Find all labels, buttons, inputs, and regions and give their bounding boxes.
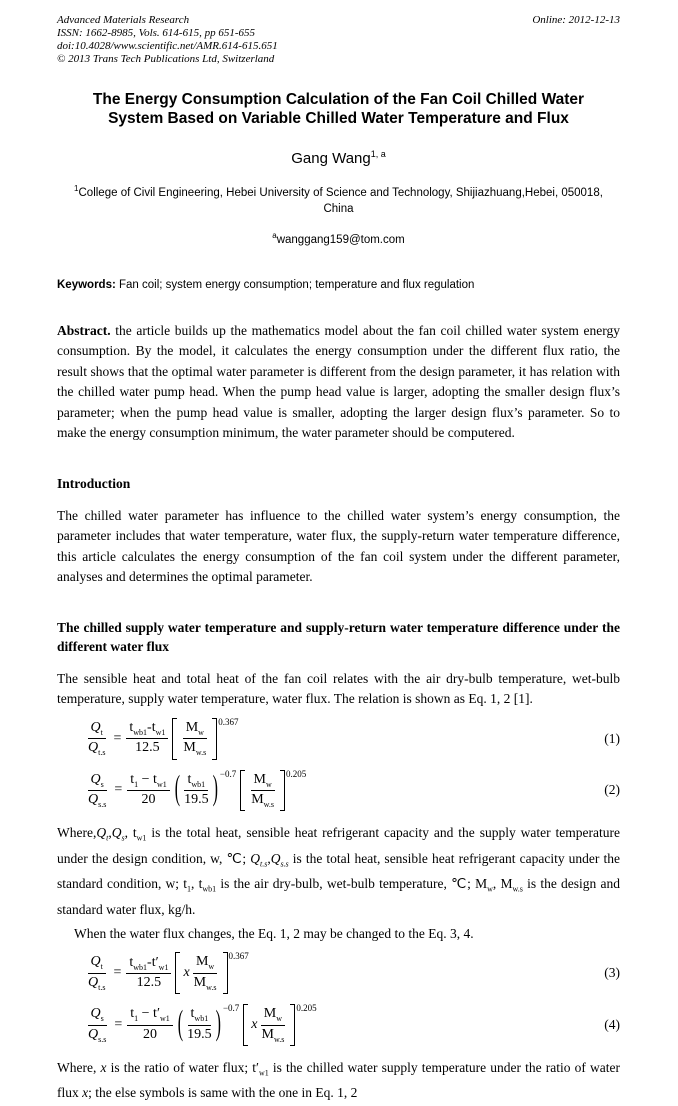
right-paren: ): [212, 770, 218, 809]
equation-1-number: (1): [604, 730, 620, 746]
equals-sign: =: [114, 1017, 123, 1033]
equation-2: [57, 770, 620, 812]
section2-paragraph: The sensible heat and total heat of the fan coil relates with the air dry-bulb temperature, wet-bulb temperature, supply water temperature, water flux. The relation is shown as Eq. 1, 2 [1].: [57, 670, 620, 707]
copyright-line: © 2013 Trans Tech Publications Ltd, Switzerland: [57, 52, 275, 65]
eq2-temp-fraction: $\frac{t_1 - t_{w1}}{20}$: [127, 772, 169, 809]
equation-2-body: [85, 770, 306, 812]
doi-line: doi:10.4028/www.scientific.net/AMR.614-615.651: [57, 39, 278, 52]
eq3-temp-fraction: $\frac{t_{wb1}-t'_{w1}}{12.5}$: [126, 955, 171, 992]
eq1-bracket-term: $\frac{M_w}{M_{w.s}}$: [172, 718, 217, 760]
equals-sign: =: [113, 965, 122, 981]
keywords-text: Fan coil; system energy consumption; temperature and flux regulation: [115, 278, 475, 291]
eq4-paren-term: ( $\frac{t_{wb1}}{19.5}$ ): [177, 1006, 222, 1043]
equation-4-body: [85, 1004, 317, 1046]
eq4-temp-fraction: $\frac{t_1 - t'_{w1}}{20}$: [127, 1006, 173, 1043]
equation-4-number: (4): [604, 1017, 620, 1033]
keywords-label: Keywords:: [57, 278, 116, 291]
equals-sign: =: [113, 730, 122, 746]
author-superscript: 1, a: [370, 148, 386, 159]
author-name: Gang Wang: [291, 149, 371, 167]
introduction-heading: Introduction: [57, 476, 131, 491]
eq1-temp-fraction: $\frac{t_{wb1}-t_{w1}}{12.5}$: [126, 720, 168, 757]
equation-1: [57, 718, 620, 760]
eq1-lhs-fraction: $\frac{Q_t}{Q_{t.s}}$: [88, 719, 106, 757]
eq1-exponent: 0.367: [218, 716, 239, 727]
equation-4: [57, 1004, 620, 1046]
author-line: [57, 149, 620, 167]
journal-name: Advanced Materials Research: [57, 14, 190, 26]
online-date: Online: 2012-12-13: [532, 14, 620, 26]
flux-ratio-x: x: [251, 1017, 258, 1033]
equation-1-body: [85, 718, 238, 760]
affiliation: $^1$College of Civil Engineering, Hebei University of Science and Technology, Shijiazhuang,Hebei, 050018, China: [74, 183, 603, 216]
abstract-text: the article builds up the mathematics model about the fan coil chilled water system energy consumption. By the model, it calculates the energy consumption under the different flux ratio, the result shows that the optimal water parameter is different from the design parameter, it has relation with the chilled water pump head. When the pump head value is larger, adopting the smaller design flux’s parameter; when the pump head value is smaller, adopting the larger design flux’s parameter. So to make the energy consumption minimum, the water parameter should be computered.: [57, 322, 620, 441]
abstract-paragraph: [57, 321, 620, 444]
equation-3-number: (3): [604, 965, 620, 981]
eq2-paren-exponent: −0.7: [219, 768, 237, 779]
right-bracket: [290, 1004, 295, 1046]
paper-title: The Energy Consumption Calculation of the Fan Coil Chilled Water System Based on Variable Chilled Water Temperature and Flux: [92, 90, 585, 128]
equals-sign: =: [114, 782, 123, 798]
eq3-exponent: 0.367: [228, 951, 249, 962]
issn-line: ISSN: 1662-8985, Vols. 614-615, pp 651-655: [57, 26, 255, 39]
eq4-paren-exponent: −0.7: [222, 1003, 240, 1014]
eq4-lhs-fraction: $\frac{Q_s}{Q_{s.s}}$: [88, 1006, 107, 1044]
eq3-lhs-fraction: $\frac{Q_t}{Q_{t.s}}$: [88, 954, 106, 992]
journal-header: [57, 14, 620, 66]
where-paragraph-1: $Where,Q_t,Q_s$, $t_{w1}$ is the total heat, sensible heat refrigerant capacity and the supply water temperature under the design condition, w, ℃; $Q_{t.s},Q_{s.s}$ is the total heat, sensible heat refrigerant capacity under the standard condition, w; $t_1$, $t_{wb1}$ is the air dry-bulb, wet-bulb temperature, ℃; $M_w$, $M_{w.s}$ is the design and standard water flux, kg/h.: [57, 825, 620, 917]
left-paren: (: [177, 1005, 184, 1043]
keywords-line: [57, 279, 620, 291]
flux-ratio-x: x: [183, 965, 190, 981]
journal-header-left: [57, 14, 278, 66]
right-paren: ): [215, 1005, 221, 1043]
abstract-label: Abstract.: [57, 322, 111, 338]
eq3-bracket-term: x $\frac{M_w}{M_{w.s}}$: [175, 952, 227, 994]
eq2-paren-term: ( $\frac{t_{wb1}}{19.5}$ ): [174, 772, 219, 809]
right-bracket: [280, 770, 285, 812]
right-bracket: [212, 718, 217, 760]
when-flux-changes-line: When the water flux changes, the Eq. 1, 2 may be changed to the Eq. 3, 4.: [74, 925, 474, 941]
introduction-paragraph: The chilled water parameter has influence to the chilled water system’s energy consumption, the parameter includes that water temperature, water flux, the supply-return water temperature difference, this article calculates the energy consumption of the fan coil system under the different parameter, analyses and determines the optimal parameter.: [57, 507, 620, 585]
where-paragraph-2: Where, x is the ratio of water flux; $t'_{w1}$ is the chilled water supply temperature under the ratio of water flux x; the else symbols is same with the one in Eq. 1, 2: [57, 1059, 620, 1101]
left-paren: (: [174, 770, 181, 809]
author-email: $^a$wanggang159@tom.com: [272, 231, 405, 246]
eq4-bracket-term: x $\frac{M_w}{M_{w.s}}$: [243, 1004, 295, 1046]
equation-2-number: (2): [604, 782, 620, 798]
section2-heading: The chilled supply water temperature and supply-return water temperature difference under the different water flux: [57, 619, 620, 655]
eq2-bracket-term: $\frac{M_w}{M_{w.s}}$: [240, 770, 285, 812]
eq2-lhs-fraction: $\frac{Q_s}{Q_{s.s}}$: [88, 771, 107, 809]
eq2-exponent: 0.205: [286, 768, 307, 779]
eq4-exponent: 0.205: [296, 1003, 317, 1014]
